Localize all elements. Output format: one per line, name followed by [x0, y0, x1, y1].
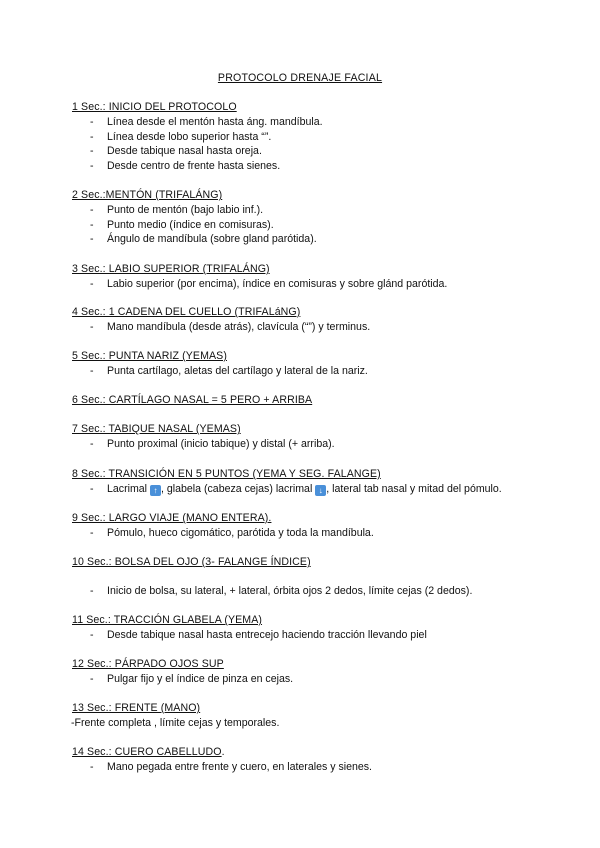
- section-heading: 11 Sec.: TRACCIÓN GLABELA (YEMA): [72, 614, 263, 626]
- bullet-list: [72, 320, 542, 335]
- section-heading-text: 14 Sec.: CUERO CABELLUDO: [72, 746, 222, 758]
- bullet-list: [72, 584, 542, 599]
- bullet-list: [72, 437, 542, 452]
- section-3: [72, 262, 542, 292]
- list-item: - Punta cartílago, aletas del cartílago y lateral de la nariz.: [72, 364, 542, 379]
- bullet-list: [72, 277, 542, 292]
- section-9: [72, 511, 542, 541]
- list-item: - Desde tabique nasal hasta oreja.: [72, 144, 542, 159]
- section-2: [72, 188, 542, 247]
- section-7: [72, 422, 542, 452]
- up-arrow-icon: ↑: [150, 485, 161, 496]
- list-item: - Mano mandíbula (desde atrás), clavícula (“”) y terminus.: [72, 320, 542, 335]
- list-item: - Inicio de bolsa, su lateral, + lateral, órbita ojos 2 dedos, límite cejas (2 dedos).: [72, 584, 542, 599]
- section-13: [72, 701, 542, 731]
- bullet-list: [72, 526, 542, 541]
- bullet-list: [72, 115, 542, 173]
- section-heading: 9 Sec.: LARGO VIAJE (MANO ENTERA).: [72, 512, 272, 524]
- section-heading: 2 Sec.:MENTÓN (TRIFALÁNG): [72, 189, 223, 201]
- bullet-list: [72, 364, 542, 379]
- list-item: - Pulgar fijo y el índice de pinza en cejas.: [72, 672, 542, 687]
- bullet-list: [72, 203, 542, 247]
- section-heading-suffix: .: [221, 746, 225, 758]
- section-1: [72, 100, 542, 173]
- list-item: - Punto proximal (inicio tabique) y distal (+ arriba).: [72, 437, 542, 452]
- list-item: - Punto de mentón (bajo labio inf.).: [72, 203, 542, 218]
- list-item: - Pómulo, hueco cigomático, parótida y toda la mandíbula.: [72, 526, 542, 541]
- section-heading: 13 Sec.: FRENTE (MANO): [72, 702, 201, 714]
- section-heading: 3 Sec.: LABIO SUPERIOR (TRIFALÁNG): [72, 263, 270, 275]
- list-item: - Mano pegada entre frente y cuero, en laterales y sienes.: [72, 760, 542, 775]
- list-item: - Labio superior (por encima), índice en comisuras y sobre glánd parótida.: [72, 277, 542, 292]
- section-6: [72, 393, 542, 408]
- section-heading: 1 Sec.: INICIO DEL PROTOCOLO: [72, 101, 237, 113]
- section-heading: 12 Sec.: PÁRPADO OJOS SUP: [72, 658, 224, 670]
- section-heading: [72, 745, 542, 760]
- section-heading: 5 Sec.: PUNTA NARIZ (YEMAS): [72, 350, 227, 362]
- section-12: [72, 657, 542, 687]
- section-heading: 10 Sec.: BOLSA DEL OJO (3- FALANGE ÍNDICE): [72, 556, 311, 568]
- section-note: -Frente completa , límite cejas y temporales.: [71, 717, 280, 729]
- section-heading: 6 Sec.: CARTÍLAGO NASAL = 5 PERO + ARRIBA: [72, 394, 313, 406]
- bullet-list: [72, 628, 542, 643]
- page-title: PROTOCOLO DRENAJE FACIAL: [217, 72, 383, 84]
- section-10: [72, 555, 542, 599]
- list-item-text: , glabela (cabeza cejas) lacrimal: [160, 483, 316, 495]
- section-11: [72, 613, 542, 643]
- section-4: [72, 305, 542, 335]
- list-item: - Desde tabique nasal hasta entrecejo haciendo tracción llevando piel: [72, 628, 542, 643]
- list-item-text: Lacrimal: [107, 483, 150, 495]
- bullet-list: [72, 760, 542, 775]
- list-item-text: , lateral tab nasal y mitad del pómulo.: [326, 483, 502, 495]
- list-item: - Desde centro de frente hasta sienes.: [72, 159, 542, 174]
- spacer: [72, 570, 542, 584]
- section-heading: 7 Sec.: TABIQUE NASAL (YEMAS): [72, 423, 241, 435]
- list-item: - Línea desde el mentón hasta áng. mandíbula.: [72, 115, 542, 130]
- list-item: - Punto medio (índice en comisuras).: [72, 218, 542, 233]
- bullet-list: [72, 482, 542, 497]
- section-5: [72, 349, 542, 379]
- list-item: - Línea desde lobo superior hasta “”.: [72, 130, 542, 145]
- down-arrow-icon: ↓: [315, 485, 326, 496]
- bullet-list: [72, 672, 542, 687]
- section-8: [72, 467, 542, 497]
- section-14: [72, 745, 542, 775]
- section-heading: 4 Sec.: 1 CADENA DEL CUELLO (TRIFALáNG): [72, 306, 301, 318]
- section-heading: 8 Sec.: TRANSICIÓN EN 5 PUNTOS (YEMA Y SEG. FALANGE): [72, 468, 381, 480]
- list-item: - Ángulo de mandíbula (sobre gland parótida).: [72, 232, 542, 247]
- list-item: [72, 482, 542, 497]
